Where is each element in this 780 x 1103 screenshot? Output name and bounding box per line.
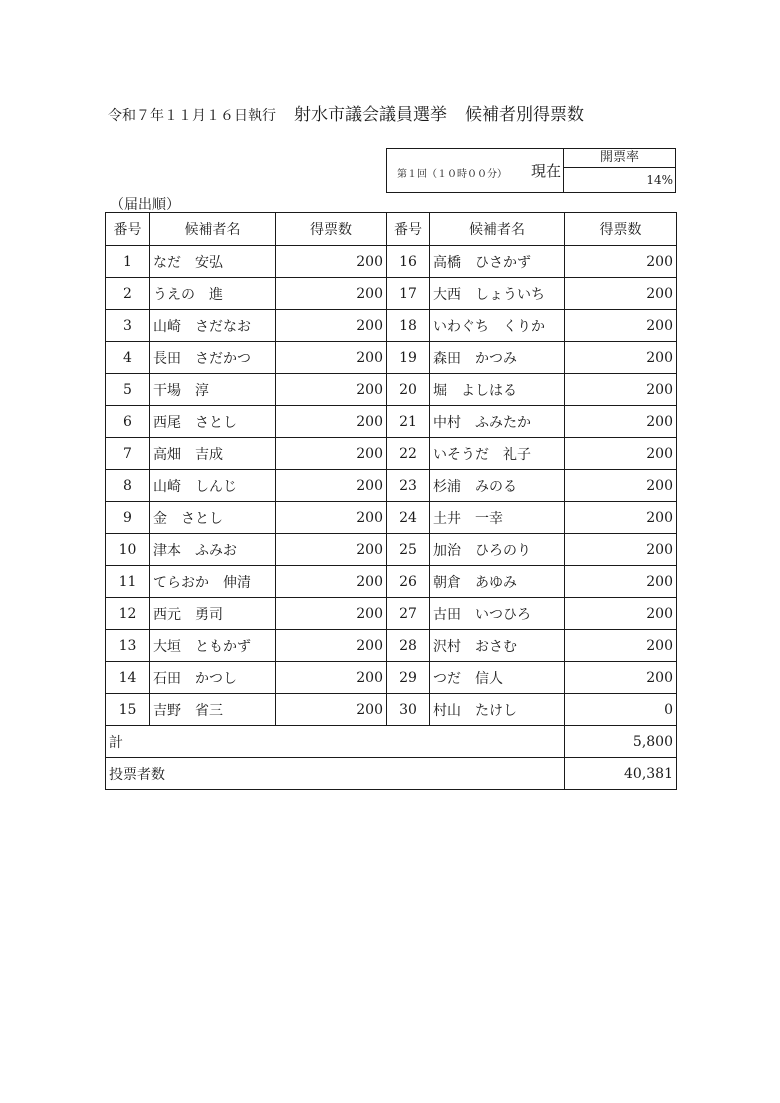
candidate-name: 高橋 ひさかず <box>430 246 565 278</box>
candidate-votes: 200 <box>565 310 677 342</box>
candidate-votes: 200 <box>565 278 677 310</box>
table-row <box>106 566 677 598</box>
candidate-votes: 200 <box>276 534 387 566</box>
candidate-name: なだ 安弘 <box>150 246 276 278</box>
candidate-votes: 200 <box>565 470 677 502</box>
table-header-row <box>106 213 677 246</box>
candidate-number: 14 <box>106 662 150 694</box>
candidate-number: 28 <box>387 630 430 662</box>
count-status-box <box>386 148 676 193</box>
candidate-votes: 200 <box>276 502 387 534</box>
candidate-number: 29 <box>387 662 430 694</box>
table-row <box>106 502 677 534</box>
candidate-votes: 200 <box>565 534 677 566</box>
candidate-name: 吉野 省三 <box>150 694 276 726</box>
document-subtitle: 候補者別得票数 <box>465 105 584 125</box>
table-row <box>106 598 677 630</box>
candidate-number: 20 <box>387 374 430 406</box>
candidate-name: 長田 さだかつ <box>150 342 276 374</box>
candidate-votes: 200 <box>276 694 387 726</box>
total-value: 5,800 <box>565 726 677 758</box>
candidate-name: 村山 たけし <box>430 694 565 726</box>
candidate-votes: 200 <box>565 438 677 470</box>
candidate-number: 4 <box>106 342 150 374</box>
candidate-number: 25 <box>387 534 430 566</box>
candidate-name: つだ 信人 <box>430 662 565 694</box>
table-row <box>106 310 677 342</box>
candidate-number: 23 <box>387 470 430 502</box>
candidate-number: 12 <box>106 598 150 630</box>
candidate-votes: 200 <box>565 246 677 278</box>
candidate-number: 27 <box>387 598 430 630</box>
candidate-votes: 200 <box>565 502 677 534</box>
current-label: 現在 <box>530 162 561 180</box>
table-row <box>106 630 677 662</box>
candidate-name: 沢村 おさむ <box>430 630 565 662</box>
candidate-name: 高畑 吉成 <box>150 438 276 470</box>
candidate-name: 加治 ひろのり <box>430 534 565 566</box>
candidate-number: 24 <box>387 502 430 534</box>
candidate-number: 2 <box>106 278 150 310</box>
candidate-votes: 200 <box>276 598 387 630</box>
candidate-name: 大垣 ともかず <box>150 630 276 662</box>
candidate-name: 西尾 さとし <box>150 406 276 438</box>
candidate-name: 中村 ふみたか <box>430 406 565 438</box>
candidate-number: 11 <box>106 566 150 598</box>
candidate-number: 19 <box>387 342 430 374</box>
table-row <box>106 246 677 278</box>
candidate-votes: 200 <box>565 342 677 374</box>
table-row <box>106 470 677 502</box>
candidate-number: 10 <box>106 534 150 566</box>
candidate-votes: 200 <box>276 662 387 694</box>
candidate-votes: 200 <box>565 630 677 662</box>
candidate-name: 森田 かつみ <box>430 342 565 374</box>
candidate-name: 古田 いつひろ <box>430 598 565 630</box>
candidate-votes: 200 <box>276 342 387 374</box>
candidate-votes: 200 <box>565 566 677 598</box>
candidate-name: 金 さとし <box>150 502 276 534</box>
candidate-number: 26 <box>387 566 430 598</box>
candidate-number: 7 <box>106 438 150 470</box>
candidate-number: 9 <box>106 502 150 534</box>
table-row <box>106 662 677 694</box>
candidate-votes: 200 <box>276 310 387 342</box>
candidate-name: 杉浦 みのる <box>430 470 565 502</box>
candidate-name: 朝倉 あゆみ <box>430 566 565 598</box>
candidate-name: 西元 勇司 <box>150 598 276 630</box>
candidate-number: 6 <box>106 406 150 438</box>
document-title <box>108 100 678 125</box>
table-row <box>106 438 677 470</box>
candidate-number: 13 <box>106 630 150 662</box>
candidate-name: 山崎 さだなお <box>150 310 276 342</box>
candidate-name: 津本 ふみお <box>150 534 276 566</box>
voters-row <box>106 758 677 790</box>
count-rate-value: 14% <box>646 173 673 187</box>
candidate-name: 堀 よしはる <box>430 374 565 406</box>
table-row <box>106 534 677 566</box>
candidate-number: 5 <box>106 374 150 406</box>
table-row <box>106 694 677 726</box>
candidate-number: 30 <box>387 694 430 726</box>
candidate-votes: 200 <box>565 662 677 694</box>
voters-value: 40,381 <box>565 758 677 790</box>
candidate-votes: 200 <box>565 598 677 630</box>
candidate-name: いわぐち くりか <box>430 310 565 342</box>
candidate-votes: 200 <box>276 278 387 310</box>
candidate-number: 15 <box>106 694 150 726</box>
header-votes: 得票数 <box>565 213 677 246</box>
candidate-results-table <box>105 212 677 790</box>
order-note: （届出順） <box>110 197 180 213</box>
voters-label: 投票者数 <box>106 758 565 790</box>
candidate-votes: 200 <box>565 406 677 438</box>
header-number: 番号 <box>387 213 430 246</box>
candidate-votes: 200 <box>276 630 387 662</box>
total-label: 計 <box>106 726 565 758</box>
election-name: 射水市議会議員選挙 <box>294 105 447 125</box>
candidate-votes: 200 <box>276 374 387 406</box>
candidate-number: 17 <box>387 278 430 310</box>
candidate-votes: 0 <box>565 694 677 726</box>
candidate-votes: 200 <box>276 438 387 470</box>
candidate-number: 22 <box>387 438 430 470</box>
candidate-name: 石田 かつし <box>150 662 276 694</box>
candidate-votes: 200 <box>276 246 387 278</box>
table-row <box>106 406 677 438</box>
candidate-votes: 200 <box>276 470 387 502</box>
candidate-number: 16 <box>387 246 430 278</box>
count-round: 第１回（１０時００分） <box>397 169 507 180</box>
candidate-number: 21 <box>387 406 430 438</box>
candidate-votes: 200 <box>565 374 677 406</box>
table-row <box>106 374 677 406</box>
header-votes: 得票数 <box>276 213 387 246</box>
candidate-name: うえの 進 <box>150 278 276 310</box>
candidate-number: 8 <box>106 470 150 502</box>
total-row <box>106 726 677 758</box>
candidate-votes: 200 <box>276 406 387 438</box>
candidate-name: てらおか 伸清 <box>150 566 276 598</box>
header-number: 番号 <box>106 213 150 246</box>
table-row <box>106 278 677 310</box>
candidate-name: 大西 しょういち <box>430 278 565 310</box>
header-candidate: 候補者名 <box>430 213 565 246</box>
candidate-votes: 200 <box>276 566 387 598</box>
count-round-cell <box>387 149 564 192</box>
candidate-name: 土井 一幸 <box>430 502 565 534</box>
candidate-number: 1 <box>106 246 150 278</box>
header-candidate: 候補者名 <box>150 213 276 246</box>
count-rate-label: 開票率 <box>564 149 675 168</box>
candidate-name: 山崎 しんじ <box>150 470 276 502</box>
candidate-number: 3 <box>106 310 150 342</box>
candidate-name: いそうだ 礼子 <box>430 438 565 470</box>
election-date: 令和７年１１月１６日執行 <box>108 108 276 124</box>
candidate-name: 干場 淳 <box>150 374 276 406</box>
table-row <box>106 342 677 374</box>
candidate-number: 18 <box>387 310 430 342</box>
